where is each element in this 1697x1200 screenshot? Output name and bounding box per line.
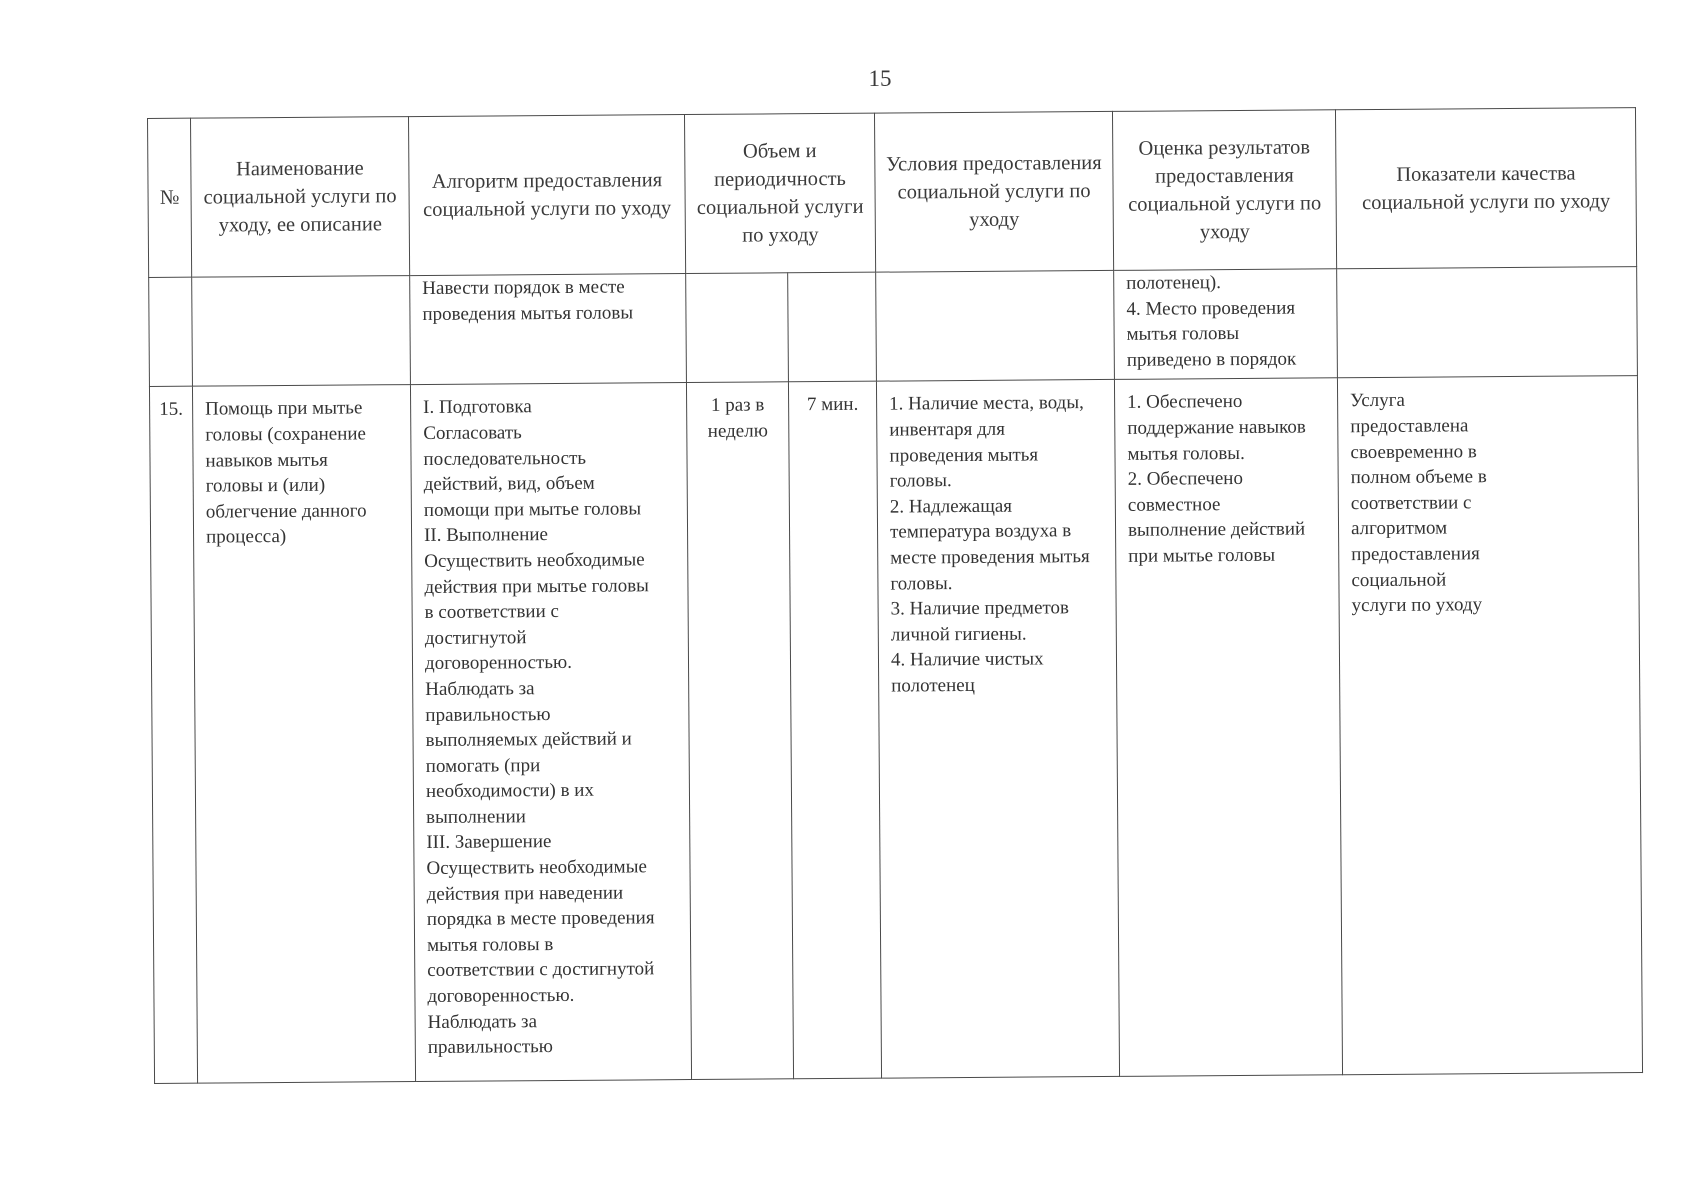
page-number: 15 xyxy=(868,66,892,91)
cell-service-name: Помощь при мытье головы (сохранение навыков мытья головы и (или) облегчение данного процесса) xyxy=(192,385,415,1084)
header-number: № xyxy=(148,118,192,277)
services-table xyxy=(147,107,1643,1084)
header-algorithm: Алгоритм предоставления социальной услуги по уходу xyxy=(408,115,685,276)
header-service-name: Наименование социальной услуги по уходу, ее описание xyxy=(191,117,410,278)
cell-number xyxy=(149,277,193,387)
cell-conditions: 1. Наличие места, воды, инвентаря для проведения мытья головы. 2. Надлежащая температура воздуха в месте проведения мытья головы. 3. Наличие предметов личной гигиены. 4. Наличие чистых полотенец xyxy=(876,380,1119,1079)
cell-conditions xyxy=(876,270,1115,381)
header-results: Оценка результатов предоставления социальной услуги по уходу xyxy=(1112,110,1336,271)
table-header xyxy=(148,108,1637,278)
cell-algorithm: I. Подготовка Согласовать последовательность действий, вид, объем помощи при мытье головы II. Выполнение Осуществить необходимые действия при мытье головы в соответствии с достигнутой договоренностью. Наблюдать за правильностью выполняемых действий и помогать (при необходимости) в их выполнении III. Завершение Осуществить необходимые действия при наведении порядка в месте проведения мытья головы в соответствии с достигнутой договоренностью. Наблюдать за правильностью xyxy=(410,383,691,1082)
table-row-continuation xyxy=(149,267,1638,387)
cell-quality: Услуга предоставлена своевременно в полном объеме в соответствии с алгоритмом предоставления социальной услуги по уходу xyxy=(1337,376,1642,1075)
header-volume-frequency: Объем и периодичность социальной услуги по уходу xyxy=(684,113,875,273)
cell-results: полотенец). 4. Место проведения мытья головы приведено в порядок xyxy=(1114,269,1338,380)
header-quality: Показатели качества социальной услуги по уходу xyxy=(1335,108,1636,269)
cell-number: 15. xyxy=(149,387,197,1084)
cell-duration: 7 мин. xyxy=(788,382,881,1080)
cell-results: 1. Обеспечено поддержание навыков мытья головы. 2. Обеспечено совместное выполнение действий при мытье головы xyxy=(1114,378,1342,1077)
table-row-15 xyxy=(149,376,1642,1084)
cell-algorithm: Навести порядок в месте проведения мытья головы xyxy=(410,274,687,385)
cell-service-name xyxy=(192,276,411,387)
header-conditions: Условия предоставления социальной услуги по уходу xyxy=(874,111,1113,272)
cell-quality xyxy=(1337,267,1638,379)
cell-frequency xyxy=(686,273,789,383)
cell-frequency: 1 раз в неделю xyxy=(686,382,793,1080)
cell-duration xyxy=(788,272,877,382)
header-row xyxy=(148,108,1637,278)
